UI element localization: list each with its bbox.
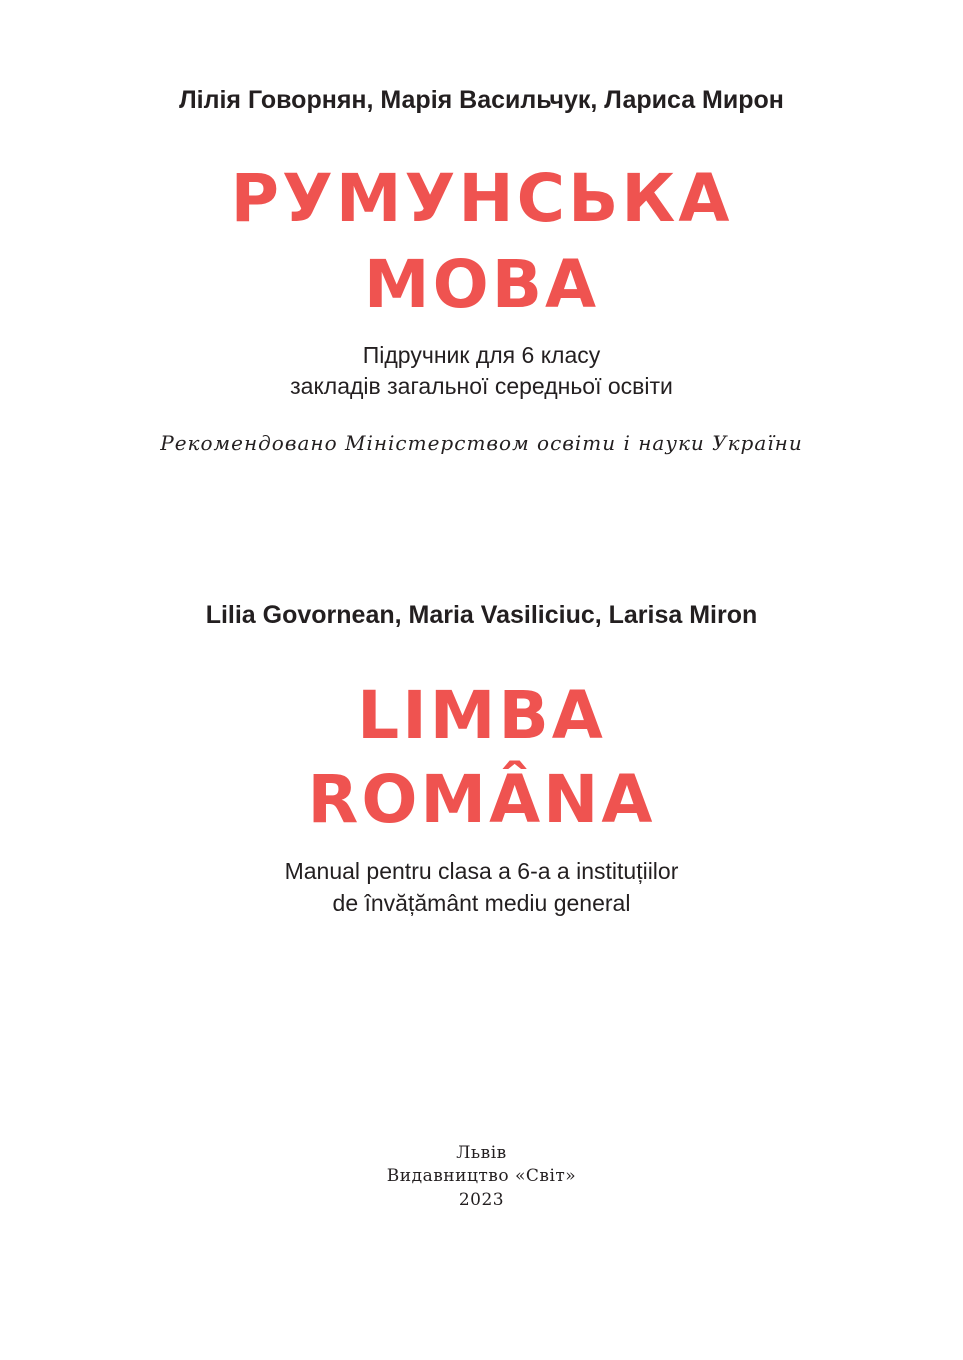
romanian-subtitle-line-1: Manual pentru clasa a 6-a a instituțiilor (284, 858, 679, 884)
ukrainian-title-line-2: МОВА (363, 246, 600, 323)
imprint-year: 2023 (458, 1190, 505, 1210)
ukrainian-title-line-1: РУМУНСЬКА (230, 160, 733, 237)
imprint-publisher: Видавництво «Світ» (386, 1166, 577, 1186)
romanian-authors: Lilia Govornean, Maria Vasiliciuc, Larisa Miron (205, 601, 758, 629)
ukrainian-subtitle-line-1: Підручник для 6 класу (362, 342, 601, 368)
romanian-title-line-2: ROMÂNA (307, 761, 656, 838)
imprint-city: Львів (456, 1143, 507, 1163)
romanian-subtitle-line-2: de învățământ mediu general (332, 890, 631, 916)
ministry-recommendation: Рекомендовано Міністерством освіти і науки України (160, 431, 803, 455)
romanian-title-line-1: LIMBA (357, 677, 606, 754)
ukrainian-authors: Лілія Говорнян, Марія Васильчук, Лариса Мирон (179, 86, 784, 114)
ukrainian-subtitle-line-2: закладів загальної середньої освіти (290, 373, 673, 399)
